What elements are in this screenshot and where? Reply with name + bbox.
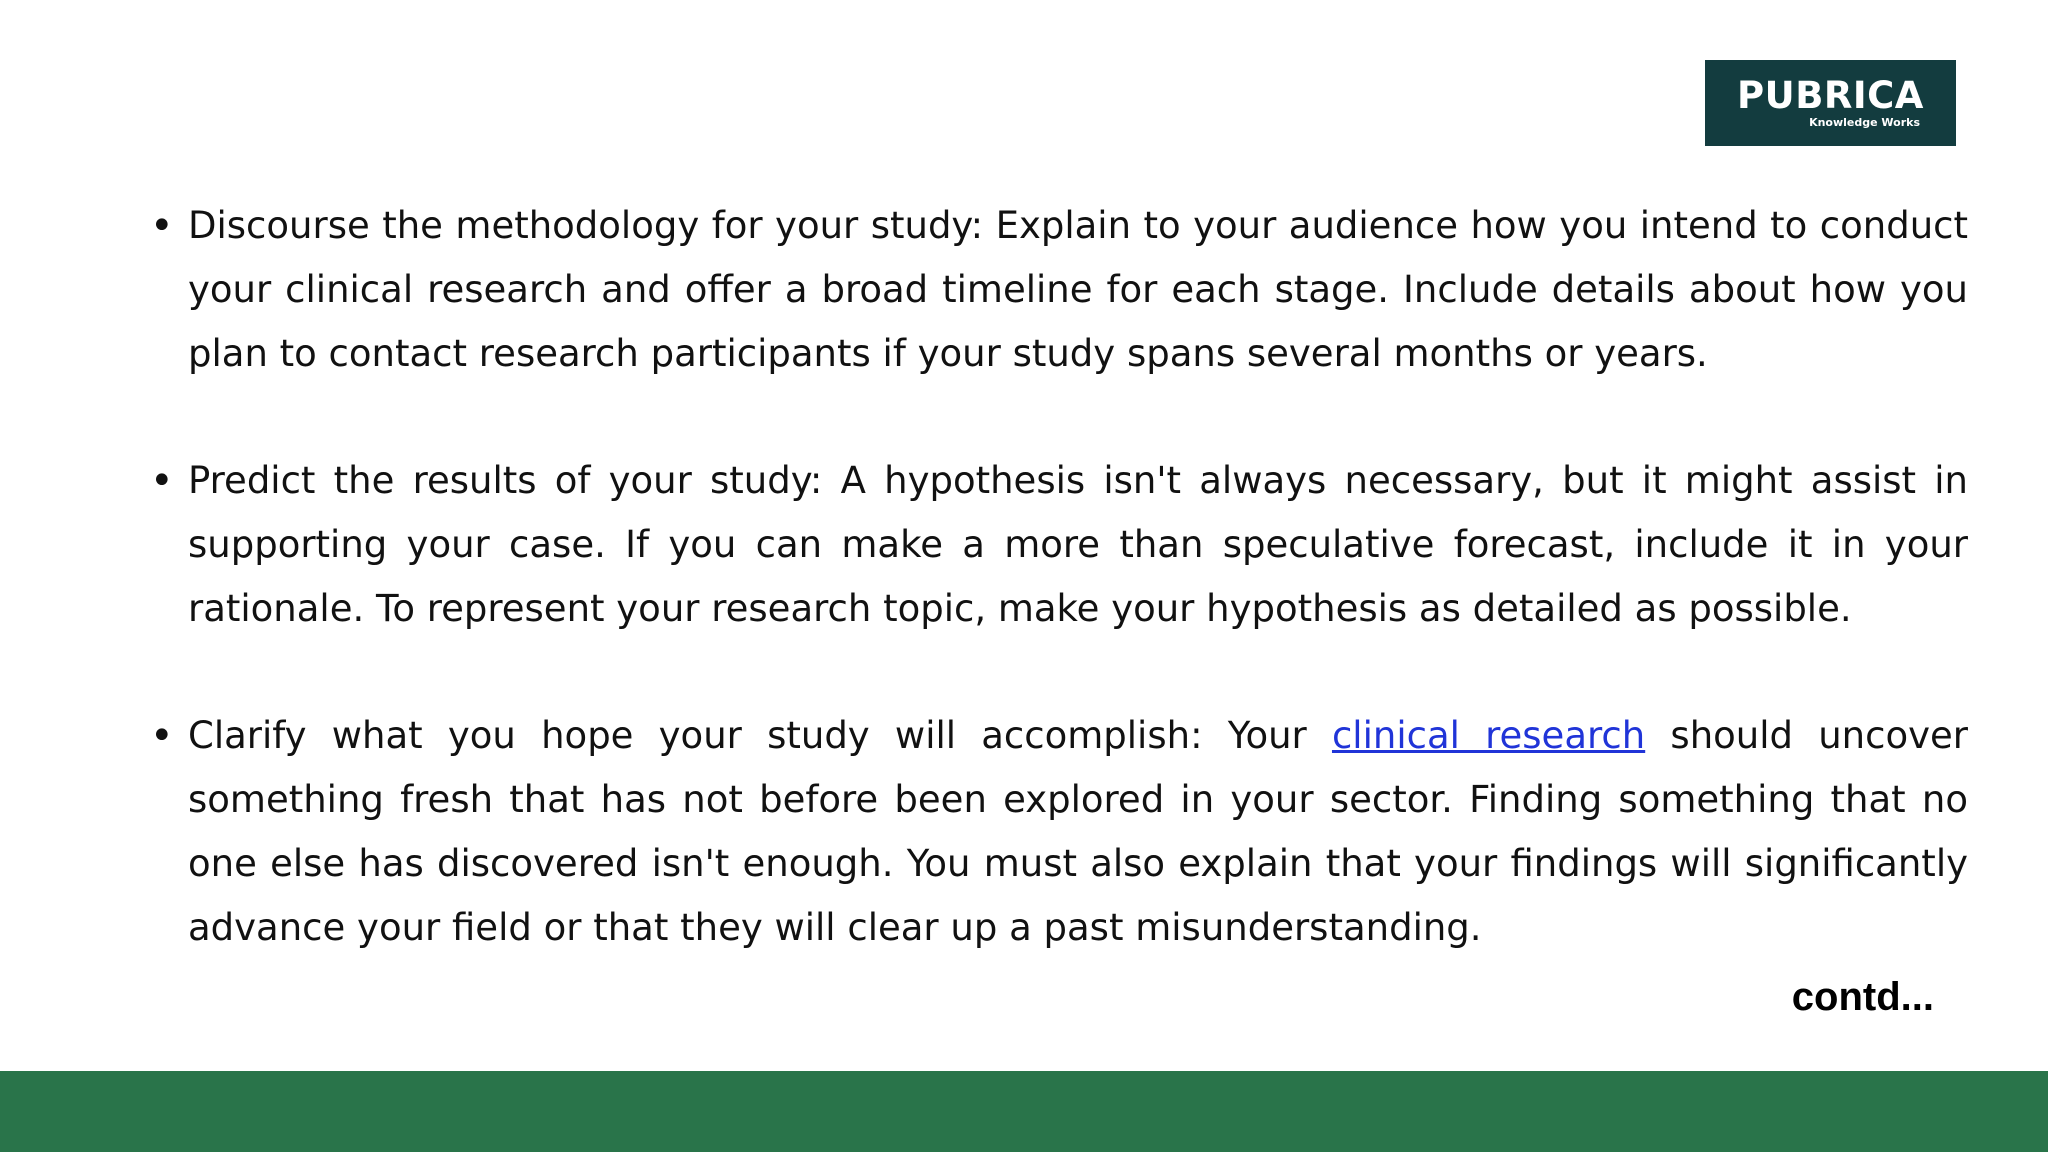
bullet-lead: Predict the results of your study: [188, 459, 823, 502]
bullet-body: Explain to your audience how you intend to conduct your clinical research and offer a broad timeline for each stage. Include details about how you plan to contact research participants if your study spans several months or years. [188, 204, 1968, 375]
bullet-body: A hypothesis isn't always necessary, but it might assist in supporting your case. If you can make a more than speculative forecast, include it in your rationale. To represent your research topic, make your hypothesis as detailed as possible. [188, 459, 1968, 630]
list-item [140, 194, 1968, 386]
bullet-list [140, 194, 1968, 1023]
bullet-icon: • [150, 203, 174, 249]
list-item [140, 704, 1968, 960]
list-item [140, 449, 1968, 641]
logo-name: PUBRICA [1737, 74, 1924, 117]
contd-label: contd... [1791, 975, 1934, 1019]
bullet-icon: • [150, 458, 174, 504]
bullet-text [188, 449, 1968, 641]
bullet-text [188, 194, 1968, 386]
bullet-icon: • [150, 713, 174, 759]
bullet-lead: Discourse the methodology for your study: [188, 204, 984, 247]
bullet-body-start: Your [1202, 714, 1332, 757]
footer-bar [0, 1071, 2048, 1152]
logo-tagline: Knowledge Works [1809, 116, 1920, 129]
pubrica-logo [1705, 60, 1956, 146]
bullet-body-end: should uncover something fresh that has not before been explored in your sector. Finding something that no one else has discovered isn't enough. You must also explain that your findings will significantly advance your field or that they will clear up a past misunderstanding. [188, 714, 1968, 949]
bullet-lead: Clarify what you hope your study will accomplish: [188, 714, 1203, 757]
clinical-research-link[interactable]: clinical research [1331, 714, 1646, 757]
bullet-text [188, 704, 1968, 960]
